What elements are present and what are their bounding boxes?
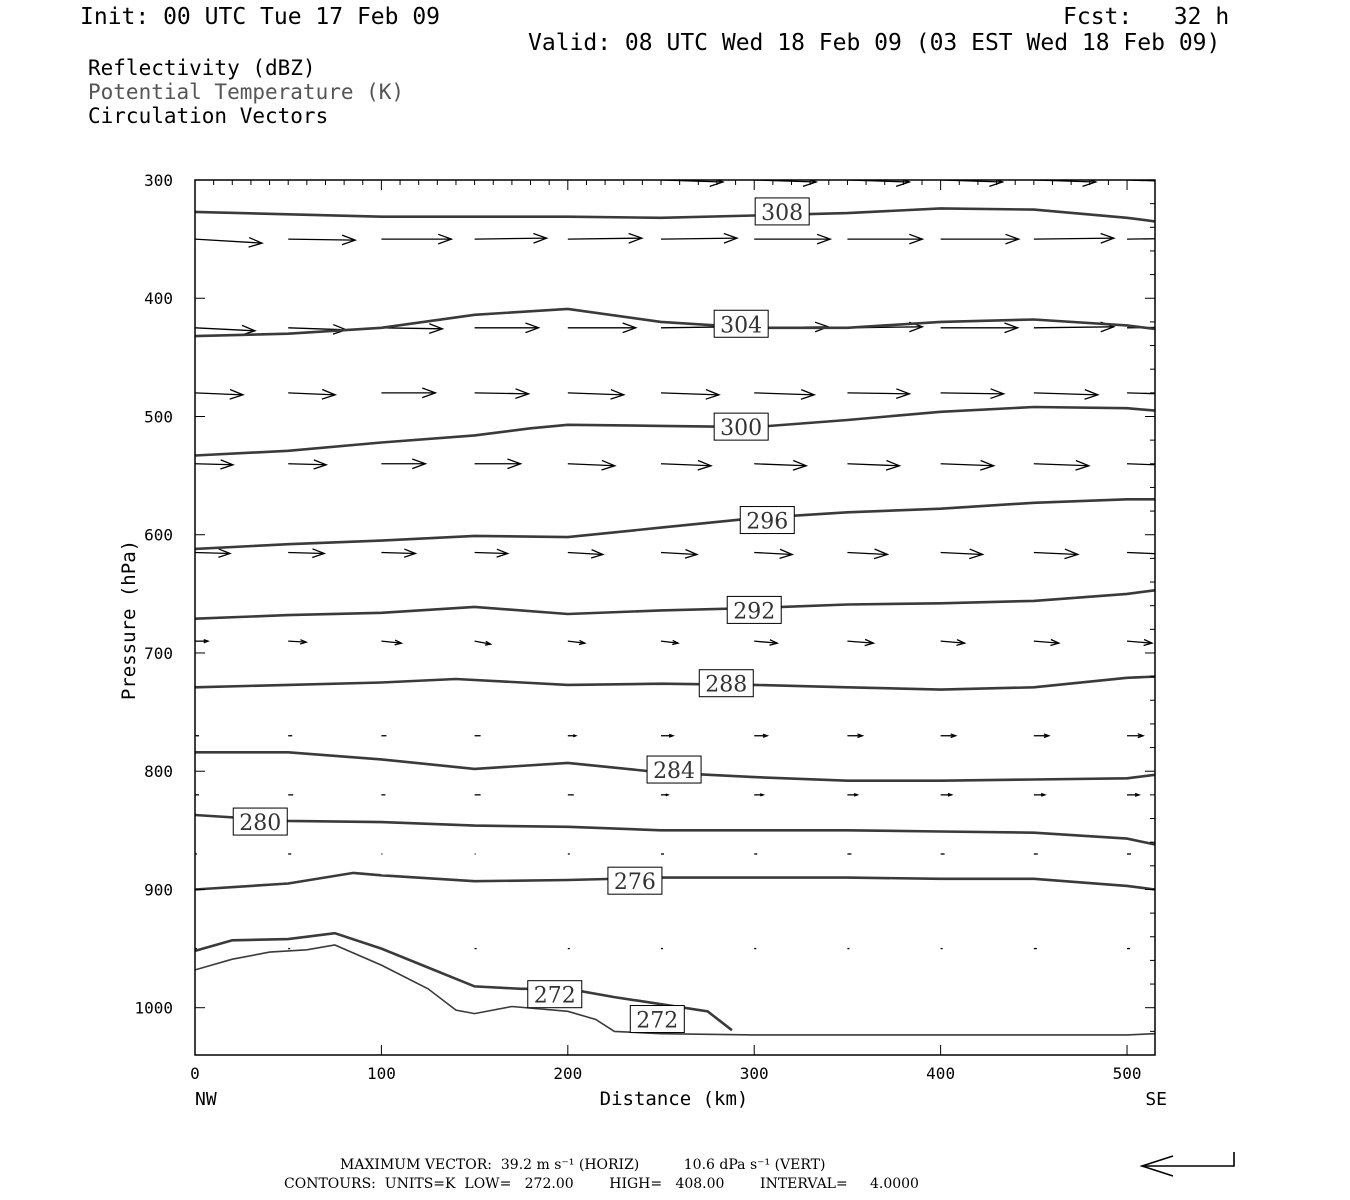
- circulation-vector: [941, 460, 994, 470]
- circulation-vector: [568, 233, 642, 243]
- circulation-vector: [288, 640, 306, 644]
- circulation-vector: [754, 234, 830, 244]
- circulation-vector: [754, 794, 763, 796]
- y-tick-label: 1000: [134, 998, 173, 1018]
- circulation-vector: [661, 734, 673, 737]
- contour-info-note: CONTOURS: UNITS=K LOW= 272.00 HIGH= 408.00 INTERVAL= 4.0000: [284, 1176, 919, 1192]
- circulation-vector: [847, 460, 899, 470]
- circulation-vector: [847, 734, 862, 738]
- maximum-vector-note: MAXIMUM VECTOR: 39.2 m s⁻¹ (HORIZ) 10.6 dPa s⁻¹ (VERT): [340, 1157, 826, 1173]
- x-tick-label: 200: [553, 1064, 583, 1083]
- circulation-vector: [754, 549, 792, 558]
- x-tick-label: 0: [190, 1064, 200, 1083]
- contour-line-292: [195, 590, 1155, 618]
- circulation-vector: [475, 234, 547, 244]
- circulation-vector: [754, 177, 816, 187]
- circulation-vector: [847, 177, 909, 187]
- x-axis-title: Distance (km): [599, 1088, 749, 1110]
- circulation-vector: [475, 641, 491, 645]
- circulation-vector: [195, 460, 233, 469]
- circulation-vector: [941, 234, 1019, 244]
- y-tick-label: 300: [144, 171, 173, 190]
- contour-label-292: 292: [733, 599, 776, 625]
- x-tick-label: 400: [926, 1064, 956, 1083]
- circulation-vector: [1034, 390, 1098, 400]
- circulation-vector: [941, 389, 1004, 399]
- contour-line-276: [195, 873, 1155, 890]
- circulation-vector: [661, 640, 678, 644]
- circulation-vector: [1034, 794, 1045, 797]
- circulation-vector: [1034, 461, 1089, 471]
- circulation-vector: [941, 549, 983, 559]
- circulation-vector: [475, 549, 508, 557]
- x-tick-label: 100: [366, 1064, 396, 1083]
- circulation-vector: [568, 735, 576, 737]
- circulation-vector: [1034, 640, 1059, 646]
- circulation-vector: [288, 460, 326, 469]
- circulation-vector: [847, 389, 909, 399]
- circulation-vector: [568, 550, 603, 558]
- circulation-vector: [1127, 549, 1173, 559]
- circulation-vector: [661, 233, 737, 243]
- contour-line-300: [195, 407, 1155, 456]
- circulation-vector: [568, 640, 585, 644]
- circulation-vector: [847, 234, 922, 244]
- circulation-vector: [754, 640, 777, 645]
- circulation-vector: [661, 390, 719, 400]
- circulation-vector: [754, 460, 806, 470]
- circulation-vector: [381, 640, 401, 645]
- circulation-vector: [381, 388, 435, 398]
- circulation-vector: [1034, 734, 1049, 738]
- contour-label-280: 280: [239, 811, 282, 837]
- circulation-vector: [1127, 793, 1139, 796]
- circulation-vector: [1127, 640, 1152, 646]
- circulation-vector: [288, 549, 324, 558]
- circulation-vector: [1034, 549, 1078, 559]
- circulation-vector: [568, 323, 636, 333]
- y-tick-label: 600: [144, 525, 173, 545]
- circulation-vector: [754, 390, 814, 400]
- circulation-vector: [195, 549, 230, 557]
- circulation-vector: [1127, 233, 1207, 243]
- plot-frame: [195, 180, 1155, 1055]
- circulation-vector: [1034, 233, 1114, 243]
- circulation-vector: [1034, 177, 1096, 187]
- contour-label-296: 296: [746, 509, 789, 535]
- contour-line-288: [195, 677, 1155, 690]
- contour-label-288: 288: [705, 672, 748, 698]
- y-tick-label: 400: [144, 289, 173, 309]
- circulation-vector: [288, 389, 335, 399]
- circulation-vector: [381, 234, 451, 244]
- x-tick-label: 500: [1112, 1064, 1142, 1083]
- contour-label-284: 284: [653, 759, 696, 785]
- circulation-vector: [1127, 177, 1189, 187]
- contour-label-304: 304: [720, 313, 763, 339]
- y-tick-label: 900: [144, 880, 173, 900]
- x-end-label-se: SE: [1145, 1089, 1167, 1110]
- circulation-vector: [195, 640, 208, 643]
- circulation-vector: [661, 549, 697, 558]
- circulation-vector: [568, 390, 624, 400]
- y-tick-label: 800: [144, 762, 173, 782]
- circulation-vector: [941, 177, 1003, 187]
- x-start-label-nw: NW: [195, 1089, 217, 1110]
- circulation-vector: [475, 459, 521, 469]
- contour-label-308: 308: [761, 200, 804, 226]
- circulation-vector: [941, 794, 952, 797]
- circulation-vector: [847, 549, 887, 559]
- reference-vector-icon: [1142, 1152, 1234, 1176]
- circulation-vector: [288, 235, 355, 245]
- circulation-vector: [475, 389, 529, 399]
- valid-time-label: Valid: 08 UTC Wed 18 Feb 09 (03 EST Wed 18 Feb 09): [528, 30, 1221, 56]
- circulation-vector: [381, 549, 415, 557]
- y-axis-title: Pressure (hPa): [118, 539, 140, 701]
- contour-label-272: 272: [636, 1008, 679, 1034]
- circulation-vector: [1127, 734, 1143, 738]
- circulation-vector: [941, 640, 965, 646]
- contour-line-280: [195, 815, 1155, 845]
- contour-label-272: 272: [533, 983, 576, 1009]
- circulation-vector: [754, 734, 767, 737]
- circulation-vector: [195, 238, 262, 248]
- circulation-vector: [381, 459, 425, 469]
- y-tick-label: 500: [144, 407, 173, 427]
- circulation-vector: [568, 460, 615, 470]
- circulation-vector: [941, 734, 956, 738]
- circulation-vector: [1127, 390, 1193, 400]
- x-tick-label: 300: [739, 1064, 769, 1083]
- circulation-vector: [475, 323, 539, 333]
- field-label-reflectivity: Reflectivity (dBZ): [88, 56, 316, 80]
- forecast-hour-label: Fcst: 32 h: [1063, 4, 1230, 30]
- circulation-vector: [195, 389, 243, 399]
- field-label-circulation-vectors: Circulation Vectors: [88, 104, 329, 128]
- circulation-vector: [847, 639, 873, 645]
- contour-label-300: 300: [720, 416, 763, 442]
- circulation-vector: [661, 177, 723, 187]
- circulation-vector: [661, 460, 711, 470]
- circulation-vector: [941, 323, 1018, 333]
- y-tick-label: 700: [144, 643, 173, 663]
- circulation-vector: [661, 794, 668, 796]
- contour-label-276: 276: [613, 870, 656, 896]
- circulation-vector: [847, 794, 857, 796]
- field-label-potential-temperature: Potential Temperature (K): [88, 80, 405, 104]
- init-time-label: Init: 00 UTC Tue 17 Feb 09: [80, 4, 441, 30]
- contour-line-296: [195, 499, 1155, 549]
- contour-line-308: [195, 208, 1155, 221]
